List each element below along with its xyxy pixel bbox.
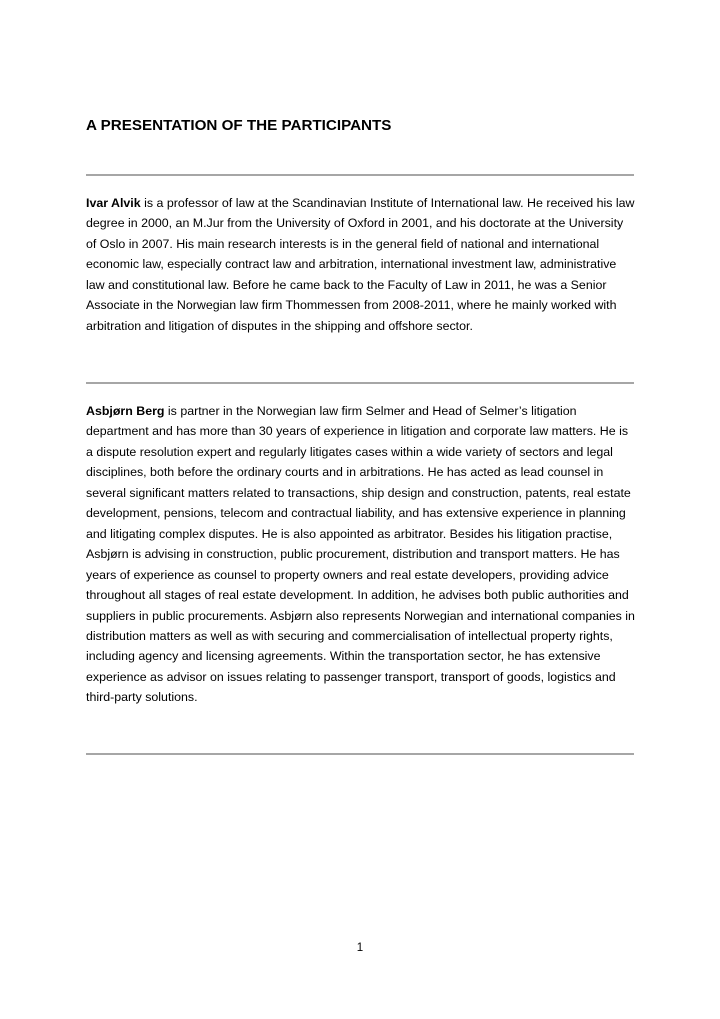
participant-bio-text: is a professor of law at the Scandinavian Institute of International law. He received his law degree in 2000, an M.Jur from the University of Oxford in 2001, and his doctorate at the University of Oslo in 2007. His main research interests is in the general field of national and international economic law, especially contract law and arbitration, international investment law, administrative law and constitutional law. Before he came back to the Faculty of Law in 2011, he was a Senior Associate in the Norwegian law firm Thommessen from 2008-2011, where he mainly worked with arbitration and litigation of disputes in the shipping and offshore sector. [86,196,635,333]
page-number: 1 [356,942,364,954]
participant-name: Asbjørn Berg [86,404,165,418]
section-divider [86,382,634,384]
participant-name: Ivar Alvik [86,196,141,210]
participant-bio-ivar-alvik [86,193,636,336]
participant-bio-asbjorn-berg [86,401,636,708]
page-title: A PRESENTATION OF THE PARTICIPANTS [86,117,392,134]
section-divider [86,753,634,755]
section-divider [86,174,634,176]
participant-bio-text: is partner in the Norwegian law firm Selmer and Head of Selmer’s litigation department and has more than 30 years of experience in litigation and corporate law matters. He is a dispute resolution expert and regularly litigates cases within a wide variety of sectors and legal disciplines, both before the ordinary courts and in arbitrations. He has acted as lead counsel in several significant matters related to transactions, ship design and construction, patents, real estate development, pensions, telecom and contractual liability, and has extensive experience in planning and litigating complex disputes. He is also appointed as arbitrator. Besides his litigation practise, Asbjørn is advising in construction, public procurement, distribution and transport matters. He has years of experience as counsel to property owners and real estate developers, providing advice throughout all stages of real estate development. In addition, he advises both public authorities and suppliers in public procurements. Asbjørn also represents Norwegian and international companies in distribution matters as well as with securing and commercialisation of intellectual property rights, including agency and licensing agreements. Within the transportation sector, he has extensive experience as advisor on issues relating to passenger transport, transport of goods, logistics and third-party solutions. [86,404,635,705]
